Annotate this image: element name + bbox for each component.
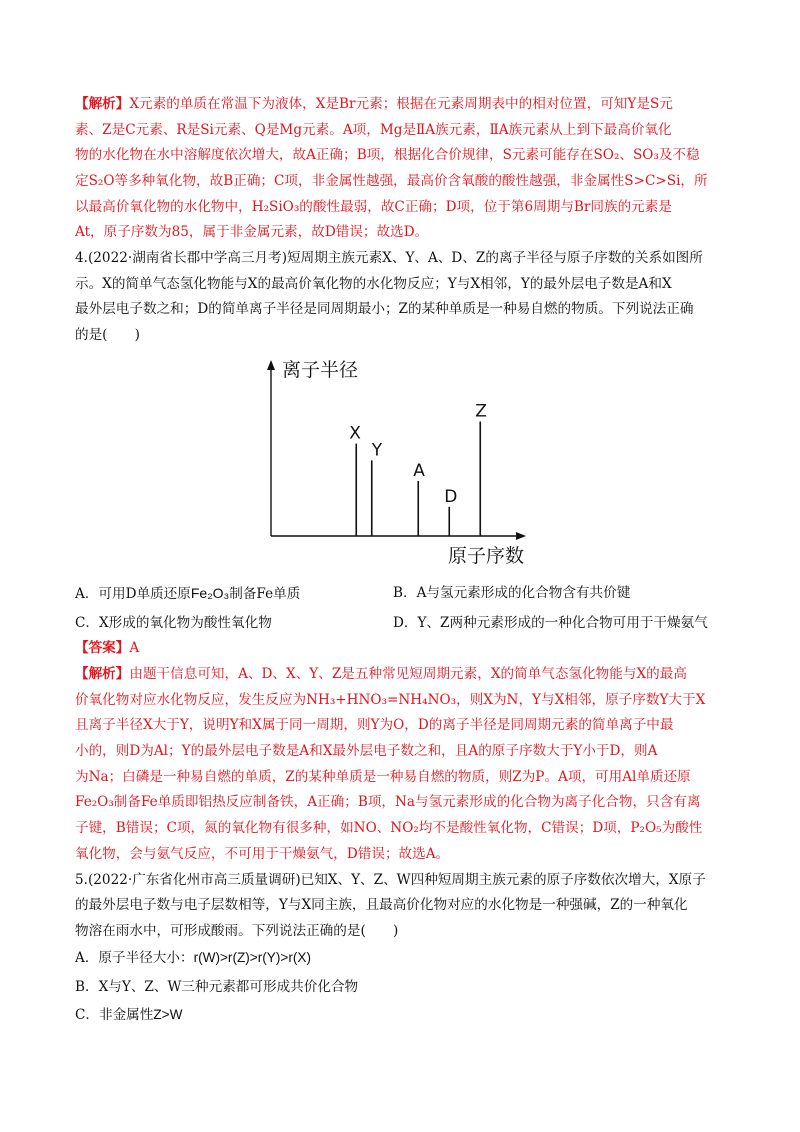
q4-answer: 【答案】A <box>75 640 140 656</box>
q4-analysis-line-1: 【解析】由题干信息可知，A、D、X、Y、Z是五种常见短周期元素，X的简单气态氢化物能与X的最高 <box>75 666 687 682</box>
q4-analysis-line-3: 且离子半径X大于Y，说明Y和X属于同一周期，则Y为O，D的离子半径是同周期元素的简单离子中最 <box>75 717 674 733</box>
q3-analysis-line-1: 【解析】X元素的单质在常温下为液体，X是Br元素；根据在元素周期表中的相对位置，可知Y是S元 <box>75 96 673 112</box>
q4-option-c[interactable]: C．X形成的氧化物为酸性氧化物 <box>75 615 272 631</box>
q3-analysis-line-4: 定S₂O等多种氧化物，故B正确；C项，非金属性越强，最高价含氧酸的酸性越强，非金属性S>C>Si，所 <box>75 173 708 189</box>
q5-option-c[interactable]: C．非金属性Z>W <box>75 1007 183 1023</box>
chart-marks <box>349 402 487 536</box>
q3-analysis-line-2: 素、Z是C元素、R是Si元素、Q是Mg元素。A项，Mg是ⅡA族元素，ⅡA族元素从上到下最高价氧化 <box>75 122 672 138</box>
label-D: D <box>444 486 458 507</box>
q4-stem-line-1: 4.(2022·湖南省长郡中学高三月考)短周期主族元素X、Y、A、D、Z的离子半径与原子序数的关系如图所 <box>75 250 703 266</box>
y-axis-arrow <box>267 360 275 370</box>
analysis-label: 【解析】 <box>75 96 130 112</box>
q4-analysis-line-6: Fe₂O₃制备Fe单质即铝热反应制备铁，A正确；B项，Na与氢元素形成的化合物为离子化合物，只含有离 <box>75 794 701 810</box>
q4-option-d[interactable]: D．Y、Z两种元素形成的一种化合物可用于干燥氨气 <box>393 615 708 631</box>
q5-stem-line-2: 的最外层电子数与电子层数相等，Y与X同主族，且最高价化物对应的水化物是一种强碱，Z的一种氧化 <box>75 897 688 913</box>
q5-option-a[interactable]: A．原子半径大小：r(W)>r(Z)>r(Y)>r(X) <box>75 950 311 966</box>
fe2o3-formula: Fe₂O₃ <box>190 585 230 601</box>
q4-stem-line-3: 最外层电子数之和；D的简单离子半径是同周期最小；Z的某种单质是一种易自燃的物质。下列说法正确 <box>75 301 694 317</box>
label-X: X <box>349 423 361 444</box>
q3-analysis-line-3: 物的水化物在水中溶解度依次增大，故A正确；B项，根据化合价规律，S元素可能存在SO₂、SO₃及不稳 <box>75 147 700 163</box>
q5-option-a-formula: r(W)>r(Z)>r(Y)>r(X) <box>193 950 311 965</box>
x-axis-arrow <box>516 532 526 540</box>
chart-axes <box>267 360 526 540</box>
x-axis-label: 原子序数 <box>448 545 525 567</box>
label-Y: Y <box>371 440 383 461</box>
analysis-label: 【解析】 <box>75 666 130 682</box>
q4-stem-line-4: 的是( ) <box>75 327 140 343</box>
q4-option-b[interactable]: B．A与氢元素形成的化合物含有共价键 <box>393 585 631 601</box>
q5-stem-line-3: 物溶在雨水中，可形成酸雨。下列说法正确的是( ) <box>75 923 399 939</box>
q3-analysis-line-6: At，原子序数为85，属于非金属元素，故D错误；故选D。 <box>75 224 429 240</box>
answer-label: 【答案】 <box>75 640 130 656</box>
q4-stem-line-2: 示。X的简单气态氢化物能与X的最高价氧化物的水化物反应；Y与X相邻，Y的最外层电子数是A和X <box>75 276 672 292</box>
label-Z: Z <box>475 401 487 422</box>
y-axis-label: 离子半径 <box>282 359 359 381</box>
q3-analysis-line-5: 以最高价氧化物的水化物中，H₂SiO₃的酸性最弱，故C正确；D项，位于第6周期与Br同族的元素是 <box>75 199 672 215</box>
q5-option-c-formula: Z>W <box>153 1007 183 1022</box>
q4-option-a[interactable]: A．可用D单质还原Fe₂O₃制备Fe单质 <box>75 585 301 602</box>
q5-option-b[interactable]: B．X与Y、Z、W三种元素都可形成共价化合物 <box>75 979 359 995</box>
q4-analysis-line-4: 小的，则D为Al；Y的最外层电子数是A和X最外层电子数之和，且A的原子序数大于Y小于D，则A <box>75 743 658 759</box>
q4-analysis-line-5: 为Na；白磷是一种易自燃的单质，Z的某种单质是一种易自燃的物质，则Z为P。A项，可用Al单质还原 <box>75 769 691 785</box>
label-A: A <box>413 460 425 481</box>
q4-analysis-line-7: 子键，B错误；C项，氮的氧化物有很多种，如NO、NO₂均不是酸性氧化物，C错误；D项，P₂O₅为酸性 <box>75 820 703 836</box>
q4-analysis-line-8: 氧化物，会与氨气反应，不可用于干燥氨气，D错误；故选A。 <box>75 846 450 862</box>
q4-analysis-line-2: 价氧化物对应水化物反应，发生反应为NH₃+HNO₃=NH₄NO₃，则X为N，Y与X相邻，原子序数Y大于X <box>75 692 706 708</box>
q5-stem-line-1: 5.(2022·广东省化州市高三质量调研)已知X、Y、Z、W四种短周期主族元素的原子序数依次增大，X原子 <box>75 872 706 888</box>
